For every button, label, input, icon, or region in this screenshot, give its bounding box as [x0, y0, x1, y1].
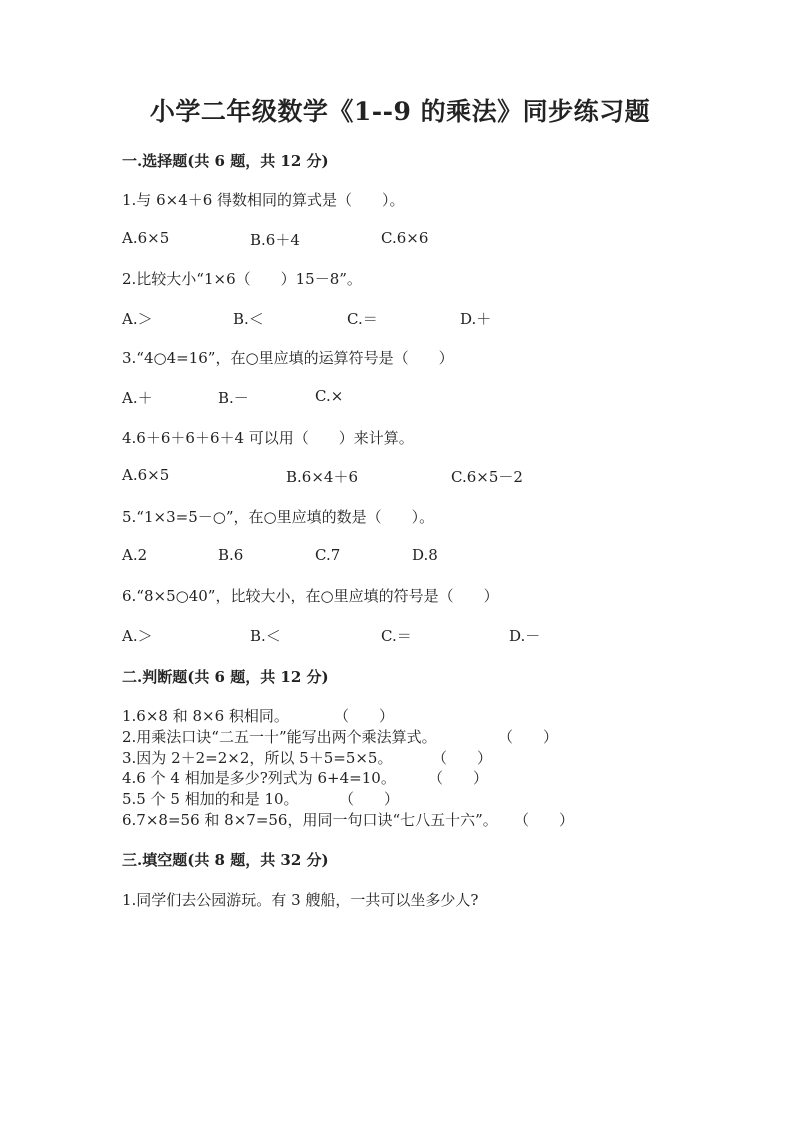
section-heading-fill: 三.填空题(共 8 题，共 32 分) — [122, 851, 329, 869]
choice-option: A.6×5 — [122, 466, 170, 484]
judge-item: 2.用乘法口诀“二五一十”能写出两个乘法算式。 — [122, 728, 437, 746]
judge-item: 4.6 个 4 相加是多少?列式为 6+4=10。 — [122, 769, 396, 787]
answer-parentheses: （ ） — [514, 811, 575, 829]
judge-item: 3.因为 2＋2=2×2，所以 5＋5=5×5。 — [122, 749, 393, 767]
choice-option: B.＜ — [233, 310, 264, 328]
judge-item: 6.7×8=56 和 8×7=56，用同一句口诀“七八五十六”。 — [122, 811, 498, 829]
choice-option: D.8 — [412, 546, 438, 564]
choice-option: C.＝ — [347, 310, 378, 328]
choice-option: C.＝ — [381, 627, 412, 645]
choice-option: C.× — [315, 387, 344, 405]
choice-question-5: 5.“1×3=5－○”，在○里应填的数是（ ）。 — [122, 508, 435, 526]
choice-option: A.6×5 — [122, 229, 170, 247]
choice-option: A.2 — [122, 546, 148, 564]
choice-option: B.6×4＋6 — [286, 468, 358, 486]
answer-parentheses: （ ） — [428, 769, 489, 787]
choice-option: D.－ — [509, 627, 541, 645]
choice-question-1: 1.与 6×4＋6 得数相同的算式是（ ）。 — [122, 191, 405, 209]
choice-option: B.6 — [218, 546, 244, 564]
judge-item: 1.6×8 和 8×6 积相同。 — [122, 707, 289, 725]
choice-option: C.6×6 — [381, 229, 429, 247]
choice-option: D.＋ — [460, 310, 492, 328]
choice-option: B.－ — [218, 389, 249, 407]
answer-parentheses: （ ） — [432, 749, 493, 767]
choice-option: C.6×5－2 — [451, 468, 523, 486]
choice-option: A.＋ — [122, 389, 153, 407]
choice-question-2: 2.比较大小“1×6（ ）15－8”。 — [122, 270, 362, 288]
section-heading-judge: 二.判断题(共 6 题，共 12 分) — [122, 668, 329, 686]
choice-option: C.7 — [315, 546, 341, 564]
section-heading-choice: 一.选择题(共 6 题，共 12 分) — [122, 152, 329, 170]
answer-parentheses: （ ） — [498, 728, 559, 746]
page-title: 小学二年级数学《1--9 的乘法》同步练习题 — [149, 97, 651, 126]
choice-question-4: 4.6＋6＋6＋6＋4 可以用（ ）来计算。 — [122, 429, 414, 447]
answer-parentheses: （ ） — [339, 790, 400, 808]
choice-question-6: 6.“8×5○40”，比较大小，在○里应填的符号是（ ） — [122, 587, 499, 605]
choice-option: A.＞ — [122, 310, 153, 328]
fill-question-1: 1.同学们去公园游玩。有 3 艘船，一共可以坐多少人? — [122, 891, 479, 909]
judge-item: 5.5 个 5 相加的和是 10。 — [122, 790, 299, 808]
choice-question-3: 3.“4○4=16”，在○里应填的运算符号是（ ） — [122, 349, 454, 367]
choice-option: B.＜ — [250, 627, 281, 645]
choice-option: B.6＋4 — [250, 231, 300, 249]
answer-parentheses: （ ） — [334, 707, 395, 725]
choice-option: A.＞ — [122, 627, 153, 645]
